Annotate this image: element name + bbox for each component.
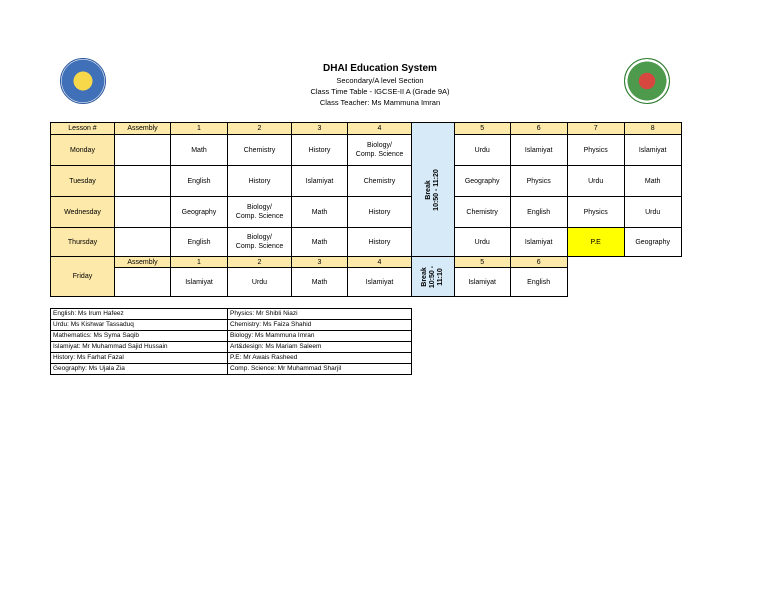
lesson-cell: Geography: [454, 166, 510, 197]
assembly-cell: [115, 228, 171, 257]
table-row: [51, 135, 682, 166]
empty-cell: [567, 268, 624, 297]
day-label: Tuesday: [51, 166, 115, 197]
lesson-cell: Urdu: [454, 228, 510, 257]
friday-head-period-1: 1: [171, 257, 228, 268]
table-row: [51, 331, 412, 342]
teacher-entry: Physics: Mr Shibli Niazi: [228, 309, 412, 320]
school-logo-left: [60, 58, 106, 104]
lesson-cell: History: [292, 135, 348, 166]
lesson-cell: Islamiyat: [454, 268, 510, 297]
friday-head-period-2: 2: [228, 257, 292, 268]
head-assembly: Assembly: [115, 123, 171, 135]
table-row: [51, 342, 412, 353]
section-title: Secondary/A level Section: [336, 76, 424, 85]
school-logo-right: [624, 58, 670, 104]
head-lesson: Lesson #: [51, 123, 115, 135]
lesson-cell: English: [510, 268, 567, 297]
lesson-cell: Math: [292, 268, 348, 297]
friday-break-cell: [412, 257, 455, 297]
lesson-cell: English: [510, 197, 567, 228]
friday-break-label: Break 10:50 - 11:10: [420, 265, 444, 288]
head-period-8: 8: [624, 123, 681, 135]
assembly-cell: [115, 166, 171, 197]
lesson-cell: Chemistry: [228, 135, 292, 166]
table-row: [51, 320, 412, 331]
head-period-6: 6: [510, 123, 567, 135]
teacher-entry: Comp. Science: Mr Muhammad Sharjil: [228, 364, 412, 375]
teacher-entry: Geography: Ms Ujala Zia: [51, 364, 228, 375]
lesson-cell: Islamiyat: [624, 135, 681, 166]
class-teacher: Class Teacher: Ms Mammuna Imran: [319, 98, 441, 107]
friday-head-period-3: 3: [292, 257, 348, 268]
teacher-entry: History: Ms Farhat Fazal: [51, 353, 228, 364]
teacher-entry: English: Ms Irum Hafeez: [51, 309, 228, 320]
lesson-cell: History: [348, 197, 412, 228]
timetable: [50, 122, 682, 297]
teacher-entry: Islamiyat: Mr Muhammad Sajid Hussain: [51, 342, 228, 353]
table-row: [51, 268, 682, 297]
head-period-1: 1: [171, 123, 228, 135]
lesson-cell: Math: [624, 166, 681, 197]
lesson-cell: Biology/ Comp. Science: [348, 135, 412, 166]
table-row: [51, 353, 412, 364]
teacher-list: [50, 308, 412, 375]
timetable-title: Class Time Table - IGCSE-II A (Grade 9A): [310, 87, 450, 96]
lesson-cell: Math: [292, 228, 348, 257]
org-title: DHAI Education System: [323, 63, 437, 74]
lesson-cell: Math: [171, 135, 228, 166]
lesson-cell: Math: [292, 197, 348, 228]
lesson-cell: Islamiyat: [171, 268, 228, 297]
assembly-cell: [115, 197, 171, 228]
day-label: Thursday: [51, 228, 115, 257]
day-label: Monday: [51, 135, 115, 166]
lesson-cell: Urdu: [567, 166, 624, 197]
table-row: [51, 364, 412, 375]
friday-head-period-6: 6: [510, 257, 567, 268]
lesson-cell: Physics: [510, 166, 567, 197]
lesson-cell: Biology/ Comp. Science: [228, 197, 292, 228]
teacher-entry: Urdu: Ms Kishwar Tassaduq: [51, 320, 228, 331]
teacher-entry: Chemistry: Ms Faiza Shahid: [228, 320, 412, 331]
lesson-cell: Physics: [567, 135, 624, 166]
head-period-4: 4: [348, 123, 412, 135]
head-period-5: 5: [454, 123, 510, 135]
assembly-cell: [115, 135, 171, 166]
table-row: [51, 197, 682, 228]
lesson-cell-highlighted: P.E: [567, 228, 624, 257]
empty-cell: [567, 257, 624, 268]
lesson-cell: Urdu: [624, 197, 681, 228]
lesson-cell: English: [171, 166, 228, 197]
day-label: Wednesday: [51, 197, 115, 228]
lesson-cell: Islamiyat: [348, 268, 412, 297]
timetable-head-row: [51, 123, 682, 135]
lesson-cell: History: [348, 228, 412, 257]
teacher-entry: Biology: Ms Mammuna Imran: [228, 331, 412, 342]
lesson-cell: Chemistry: [454, 197, 510, 228]
table-row: [51, 228, 682, 257]
teacher-entry: Mathematics: Ms Syma Saqib: [51, 331, 228, 342]
lesson-cell: Biology/ Comp. Science: [228, 228, 292, 257]
lesson-cell: History: [228, 166, 292, 197]
empty-cell: [624, 268, 681, 297]
day-label: Friday: [51, 257, 115, 297]
lesson-cell: Chemistry: [348, 166, 412, 197]
lesson-cell: Islamiyat: [510, 135, 567, 166]
lesson-cell: Geography: [624, 228, 681, 257]
head-period-3: 3: [292, 123, 348, 135]
assembly-cell: [115, 268, 171, 297]
break-label: Break 10:50 - 11:20: [424, 168, 440, 211]
lesson-cell: Islamiyat: [510, 228, 567, 257]
head-period-2: 2: [228, 123, 292, 135]
friday-head-period-5: 5: [454, 257, 510, 268]
friday-head-period-4: 4: [348, 257, 412, 268]
lesson-cell: Islamiyat: [292, 166, 348, 197]
lesson-cell: Physics: [567, 197, 624, 228]
table-row: [51, 309, 412, 320]
empty-cell: [624, 257, 681, 268]
break-cell: [412, 123, 455, 257]
lesson-cell: Urdu: [454, 135, 510, 166]
lesson-cell: Urdu: [228, 268, 292, 297]
friday-head-assembly: Assembly: [115, 257, 171, 268]
teacher-entry: Art&design: Ms Mariam Saleem: [228, 342, 412, 353]
friday-head-row: [51, 257, 682, 268]
table-row: [51, 166, 682, 197]
head-period-7: 7: [567, 123, 624, 135]
teacher-entry: P.E: Mr Awais Rasheed: [228, 353, 412, 364]
lesson-cell: Geography: [171, 197, 228, 228]
document-header: [230, 62, 530, 108]
lesson-cell: English: [171, 228, 228, 257]
